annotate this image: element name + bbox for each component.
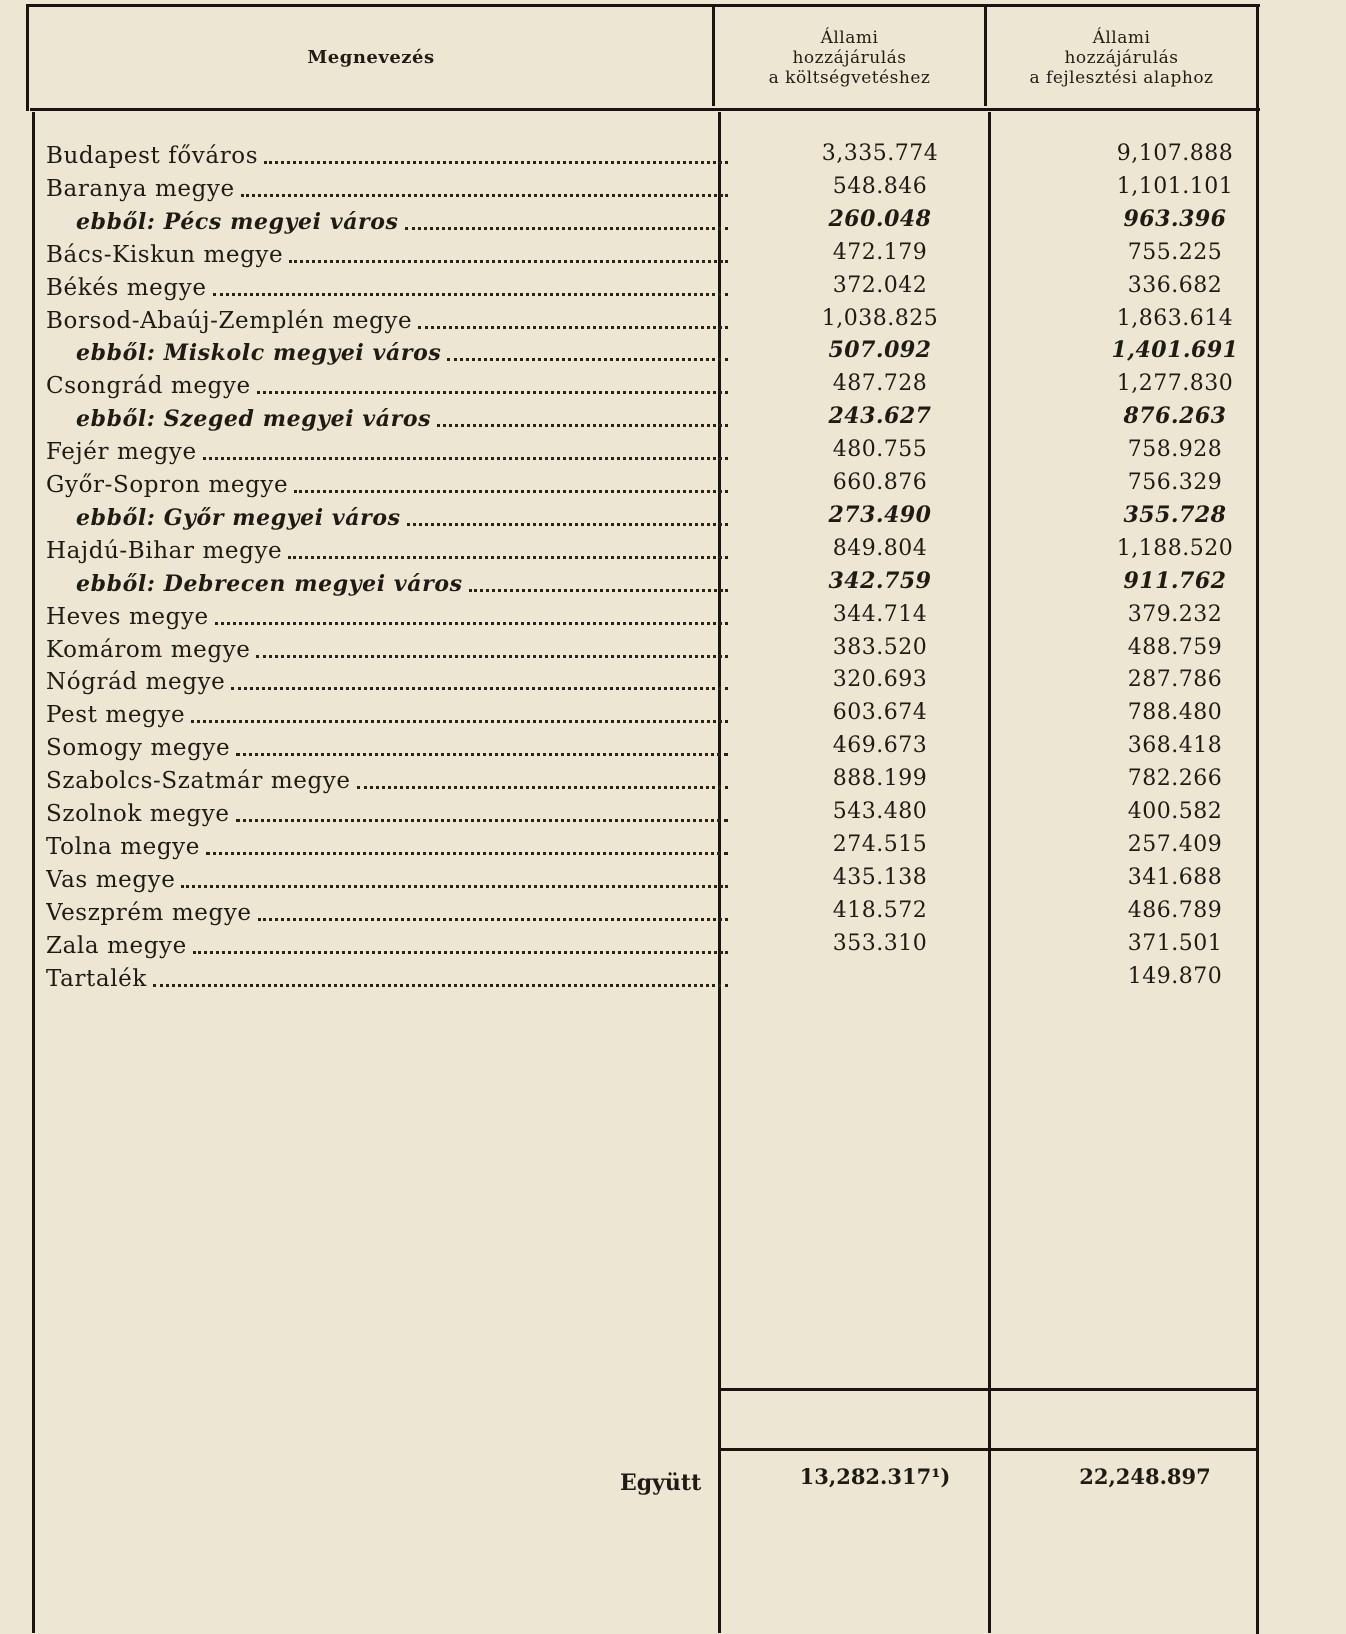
dot-leader	[469, 589, 728, 592]
row-value-development: 379.232	[1127, 601, 1223, 627]
dot-leader	[357, 786, 728, 789]
table-row	[0, 861, 1346, 894]
dot-leader	[181, 885, 728, 888]
dot-leader	[258, 918, 728, 921]
row-label: Somogy megye	[46, 735, 231, 762]
row-label: Csongrád megye	[46, 373, 251, 400]
row-label: Fejér megye	[46, 439, 197, 466]
total-bottom-rule	[720, 1448, 1258, 1451]
row-value-development: 1,101.101	[1116, 173, 1234, 199]
row-label: Szolnok megye	[46, 801, 230, 827]
table-left-border	[26, 4, 29, 111]
table-row	[0, 729, 1346, 762]
table-row	[0, 302, 1346, 335]
table-row	[0, 466, 1346, 499]
table-row	[0, 236, 1346, 269]
row-label-cell	[46, 466, 728, 499]
row-value-development: 287.786	[1127, 667, 1223, 693]
row-value-development: 755.225	[1127, 239, 1223, 265]
table-top-border	[26, 4, 1260, 7]
row-value-development: 336.682	[1127, 272, 1223, 298]
row-value-budget: 274.515	[832, 831, 928, 857]
table-row	[0, 696, 1346, 729]
row-label: Baranya megye	[46, 175, 235, 202]
header-bottom-border	[30, 108, 1260, 111]
row-label-cell	[46, 302, 728, 335]
row-value-budget: 469.673	[832, 733, 928, 759]
dot-leader	[153, 984, 728, 987]
dot-leader	[236, 753, 728, 756]
dot-leader	[407, 523, 728, 526]
row-label-cell	[46, 499, 728, 532]
row-label: Komárom megye	[46, 636, 251, 663]
total-label: Együtt	[620, 1470, 702, 1496]
row-label: Heves megye	[46, 603, 209, 630]
row-value-budget: 435.138	[832, 864, 928, 890]
row-label-cell	[46, 729, 728, 762]
dot-leader	[191, 720, 728, 723]
header-col2-line1: Állami	[1092, 28, 1151, 48]
row-value-budget: 888.199	[832, 766, 928, 792]
table-row	[0, 894, 1346, 927]
row-value-development: 488.759	[1127, 634, 1223, 660]
row-value-budget: 418.572	[832, 897, 928, 923]
row-value-budget: 849.804	[832, 535, 928, 561]
dot-leader	[405, 227, 728, 230]
row-value-budget: 487.728	[832, 371, 928, 397]
row-label: Vas megye	[46, 866, 176, 893]
dot-leader	[215, 622, 728, 625]
row-label: Tartalék	[46, 965, 147, 992]
row-value-development: 963.396	[1123, 205, 1227, 232]
row-label-cell	[46, 894, 728, 927]
row-value-development: 355.728	[1123, 501, 1227, 528]
row-label-cell	[46, 927, 728, 960]
row-value-development: 341.688	[1127, 864, 1223, 890]
row-value-budget: 660.876	[832, 470, 928, 495]
row-value-development: 371.501	[1127, 930, 1223, 956]
row-value-budget: 480.755	[832, 437, 928, 463]
row-label: Zala megye	[46, 932, 187, 959]
row-value-development: 368.418	[1127, 733, 1223, 759]
dot-leader	[236, 819, 728, 822]
row-label-cell	[46, 696, 728, 729]
row-value-budget: 603.674	[832, 700, 928, 726]
row-label-cell	[46, 631, 728, 664]
row-label: Pest megye	[46, 702, 186, 729]
row-value-budget: 472.179	[832, 239, 928, 265]
row-value-development: 758.928	[1127, 437, 1223, 463]
row-label: Hajdú-Bihar megye	[46, 537, 283, 564]
row-value-development: 1,277.830	[1116, 371, 1234, 397]
total-value-1: 13,282.317¹)	[799, 1464, 951, 1489]
dot-leader	[294, 490, 728, 493]
header-name-label: Megnevezés	[307, 47, 435, 68]
table-row	[0, 137, 1346, 170]
row-label-cell	[46, 565, 728, 598]
table-row	[0, 203, 1346, 236]
table-row	[0, 532, 1346, 565]
row-value-budget: 383.520	[832, 634, 928, 660]
row-value-development: 1,863.614	[1116, 305, 1234, 331]
dot-leader	[193, 951, 728, 954]
row-label-cell	[46, 663, 728, 696]
row-label-cell	[46, 137, 728, 170]
dot-leader	[289, 260, 728, 263]
table-row	[0, 960, 1346, 993]
row-value-budget: 353.310	[832, 930, 928, 956]
header-column-2	[987, 28, 1256, 88]
row-label: Bács-Kiskun megye	[46, 241, 284, 268]
row-value-development: 788.480	[1127, 700, 1223, 726]
row-label: Nógrád megye	[46, 669, 226, 696]
header-col1-line3: a költségvetéshez	[768, 68, 931, 88]
header-col1-line2: hozzájárulás	[792, 48, 907, 68]
subitem-label: ebből: Miskolc megyei város	[76, 340, 442, 367]
table-row	[0, 795, 1346, 828]
dot-leader	[447, 358, 728, 361]
dot-leader	[213, 293, 728, 296]
dot-leader	[206, 852, 728, 855]
table-row	[0, 762, 1346, 795]
dot-leader	[257, 391, 728, 394]
row-value-development: 756.329	[1127, 470, 1223, 495]
row-value-budget: 3,335.774	[821, 141, 939, 166]
row-label-cell	[46, 236, 728, 269]
row-value-budget: 243.627	[828, 403, 932, 430]
table-row	[0, 269, 1346, 302]
row-value-development: 911.762	[1123, 567, 1227, 594]
row-value-development: 149.870	[1127, 963, 1223, 989]
row-label-cell	[46, 861, 728, 894]
row-label-cell	[46, 532, 728, 565]
row-label-cell	[46, 367, 728, 400]
row-label-cell	[46, 795, 728, 828]
row-value-budget: 260.048	[828, 205, 932, 232]
row-label-cell	[46, 828, 728, 861]
header-column-1	[715, 28, 984, 88]
table-row	[0, 367, 1346, 400]
table-row	[0, 663, 1346, 696]
dot-leader	[241, 194, 728, 197]
table-row	[0, 565, 1346, 598]
row-label: Tolna megye	[46, 833, 200, 860]
row-value-development: 486.789	[1127, 897, 1223, 923]
row-value-budget: 543.480	[832, 799, 928, 824]
row-label-cell	[46, 334, 728, 367]
subitem-label: ebből: Debrecen megyei város	[76, 570, 463, 597]
subitem-label: ebből: Győr megyei város	[76, 504, 401, 531]
subitem-label: ebből: Szeged megyei város	[76, 406, 432, 433]
dot-leader	[418, 326, 728, 329]
row-value-budget: 372.042	[832, 272, 928, 298]
table-row	[0, 598, 1346, 631]
row-label: Békés megye	[46, 274, 207, 301]
dot-leader	[203, 457, 728, 460]
row-label: Borsod-Abaúj-Zemplén megye	[46, 307, 413, 334]
row-label: Budapest főváros	[46, 143, 259, 169]
row-label-cell	[46, 960, 728, 993]
table-row	[0, 334, 1346, 367]
row-value-development: 876.263	[1123, 403, 1227, 430]
row-label-cell	[46, 269, 728, 302]
row-value-development: 1,401.691	[1111, 337, 1239, 364]
row-value-budget: 1,038.825	[821, 305, 939, 331]
row-value-development: 782.266	[1127, 766, 1223, 792]
table-row	[0, 433, 1346, 466]
header-col1-line1: Állami	[820, 28, 879, 48]
row-label-cell	[46, 170, 728, 203]
row-label-cell	[46, 400, 728, 433]
total-value-2: 22,248.897	[1079, 1464, 1211, 1489]
row-label-cell	[46, 433, 728, 466]
dot-leader	[264, 161, 728, 164]
row-label-cell	[46, 203, 728, 236]
table-row	[0, 828, 1346, 861]
row-value-budget: 344.714	[832, 601, 928, 627]
row-value-budget: 548.846	[832, 173, 928, 199]
row-value-budget: 273.490	[828, 501, 932, 528]
row-label-cell	[46, 762, 728, 795]
table-row	[0, 400, 1346, 433]
table-row	[0, 631, 1346, 664]
row-value-development: 257.409	[1127, 831, 1223, 857]
row-label-cell	[46, 598, 728, 631]
table-row	[0, 499, 1346, 532]
row-label: Szabolcs-Szatmár megye	[46, 768, 351, 795]
dot-leader	[231, 687, 728, 690]
header-col2-line2: hozzájárulás	[1064, 48, 1179, 68]
header-name-column	[30, 48, 712, 68]
row-value-budget: 320.693	[832, 667, 928, 693]
subitem-label: ebből: Pécs megyei város	[76, 208, 399, 235]
row-value-development: 400.582	[1127, 799, 1223, 824]
row-value-budget: 507.092	[828, 337, 932, 364]
row-value-development: 9,107.888	[1116, 141, 1234, 166]
dot-leader	[288, 556, 728, 559]
row-value-development: 1,188.520	[1116, 535, 1234, 561]
table-row	[0, 170, 1346, 203]
total-top-rule	[720, 1388, 1258, 1391]
row-value-budget	[800, 960, 960, 993]
row-value-budget: 342.759	[828, 567, 932, 594]
dot-leader	[437, 424, 728, 427]
row-label: Veszprém megye	[46, 899, 252, 926]
header-col2-line3: a fejlesztési alaphoz	[1029, 68, 1214, 88]
dot-leader	[256, 655, 728, 658]
table-row	[0, 927, 1346, 960]
row-label: Győr-Sopron megye	[46, 472, 289, 498]
